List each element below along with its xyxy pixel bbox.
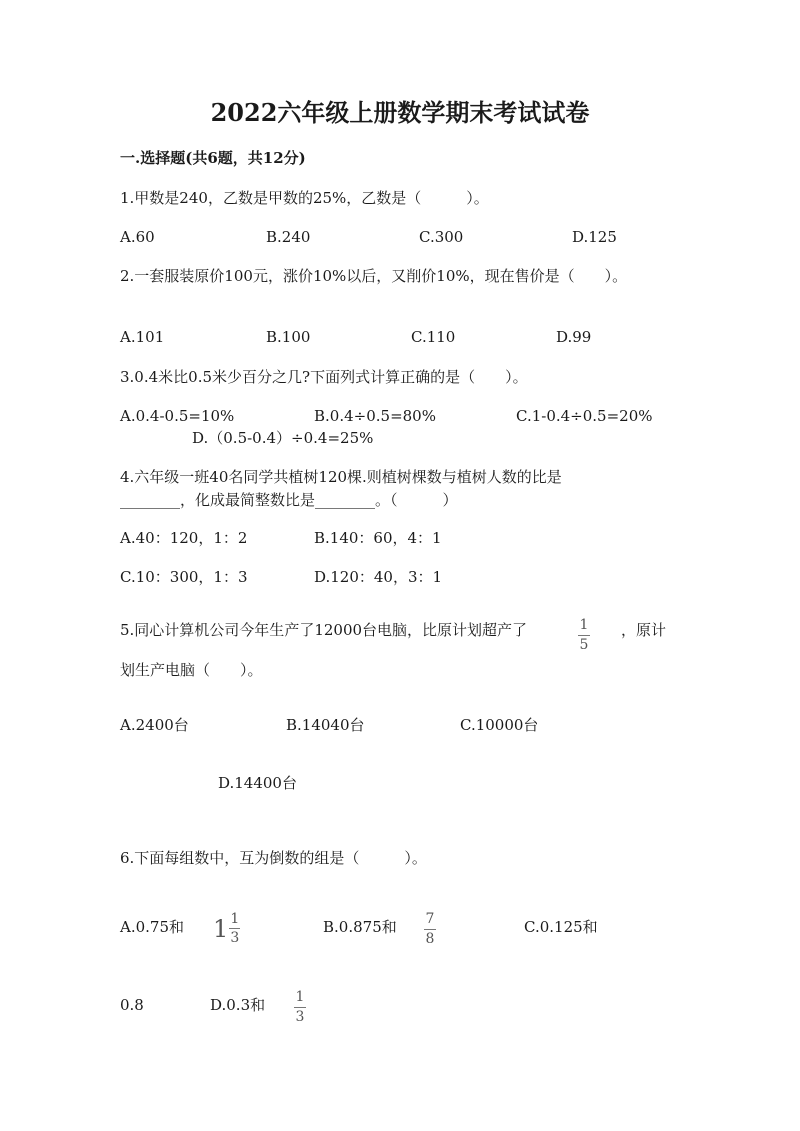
question-3-stem: 3.0.4米比0.5米少百分之几?下面列式计算正确的是（ ）。 — [120, 368, 528, 386]
question-4-stem-line1: 4.六年级一班40名同学共植树120棵.则植树棵数与植树人数的比是 — [120, 468, 562, 486]
question-5-stem-part2: ，原计 — [621, 621, 667, 639]
q3-option-a: A.0.4-0.5=10% — [120, 407, 235, 425]
section-heading: 一.选择题(共6题，共12分) — [120, 149, 306, 167]
fraction-numerator: 1 — [579, 617, 589, 633]
q3-option-c: C.1-0.4÷0.5=20% — [516, 407, 653, 425]
fraction-numerator: 7 — [425, 911, 435, 927]
mixed-whole: 1 — [213, 914, 229, 943]
question-5-stem-part1: 5.同心计算机公司今年生产了12000台电脑，比原计划超产了 — [120, 621, 528, 639]
fraction-bar — [294, 1007, 306, 1008]
q6-option-d: D.0.3和 — [210, 996, 266, 1014]
question-4-stem-line2: ________，化成最简整数比是________。（ ） — [120, 491, 458, 509]
fraction-denominator: 8 — [425, 931, 435, 947]
q5-option-c: C.10000台 — [460, 716, 539, 734]
question-1-stem: 1.甲数是240，乙数是甲数的25%，乙数是（ ）。 — [120, 189, 489, 207]
q1-option-b: B.240 — [266, 228, 311, 246]
fraction-denominator: 3 — [295, 1009, 305, 1025]
fraction-bar — [424, 929, 436, 930]
q2-option-d: D.99 — [556, 328, 592, 346]
q4-option-a: A.40：120，1：2 — [120, 529, 248, 547]
q2-option-a: A.101 — [120, 328, 165, 346]
q6-option-b: B.0.875和 — [323, 918, 397, 936]
fraction-denominator: 3 — [230, 930, 240, 946]
mixed-number-one-and-one-third — [213, 912, 240, 945]
q4-option-b: B.140：60，4：1 — [314, 529, 442, 547]
fraction-bar — [578, 635, 590, 636]
q5-option-d: D.14400台 — [218, 774, 297, 792]
question-2-stem: 2.一套服装原价100元，涨价10%以后，又削价10%，现在售价是（ ）。 — [120, 267, 628, 285]
q4-option-c: C.10：300，1：3 — [120, 568, 248, 586]
q3-option-b: B.0.4÷0.5=80% — [314, 407, 436, 425]
q1-option-c: C.300 — [419, 228, 464, 246]
q4-option-d: D.120：40，3：1 — [314, 568, 443, 586]
q1-option-a: A.60 — [120, 228, 155, 246]
question-5-stem-line2: 划生产电脑（ ）。 — [120, 661, 263, 679]
q5-option-b: B.14040台 — [286, 716, 365, 734]
question-6-stem: 6.下面每组数中，互为倒数的组是（ ）。 — [120, 849, 427, 867]
fraction-numerator: 1 — [295, 989, 305, 1005]
q3-option-d: D.（0.5-0.4）÷0.4=25% — [192, 429, 374, 447]
q5-option-a: A.2400台 — [120, 716, 189, 734]
q6-option-c: C.0.125和 — [524, 918, 598, 936]
q6-option-a: A.0.75和 — [120, 918, 184, 936]
q2-option-c: C.110 — [411, 328, 456, 346]
fraction-numerator: 1 — [230, 911, 240, 927]
fraction-one-fifth — [578, 618, 590, 652]
q6-option-c-continued: 0.8 — [120, 996, 144, 1014]
fraction-one-third — [294, 990, 306, 1024]
q2-option-b: B.100 — [266, 328, 311, 346]
fraction-bar — [229, 928, 240, 929]
fraction-denominator: 5 — [579, 637, 589, 653]
q1-option-d: D.125 — [572, 228, 617, 246]
mixed-fraction — [229, 912, 240, 945]
page-title: 2022六年级上册数学期末考试试卷 — [210, 98, 590, 127]
fraction-seven-eighths — [424, 912, 436, 946]
